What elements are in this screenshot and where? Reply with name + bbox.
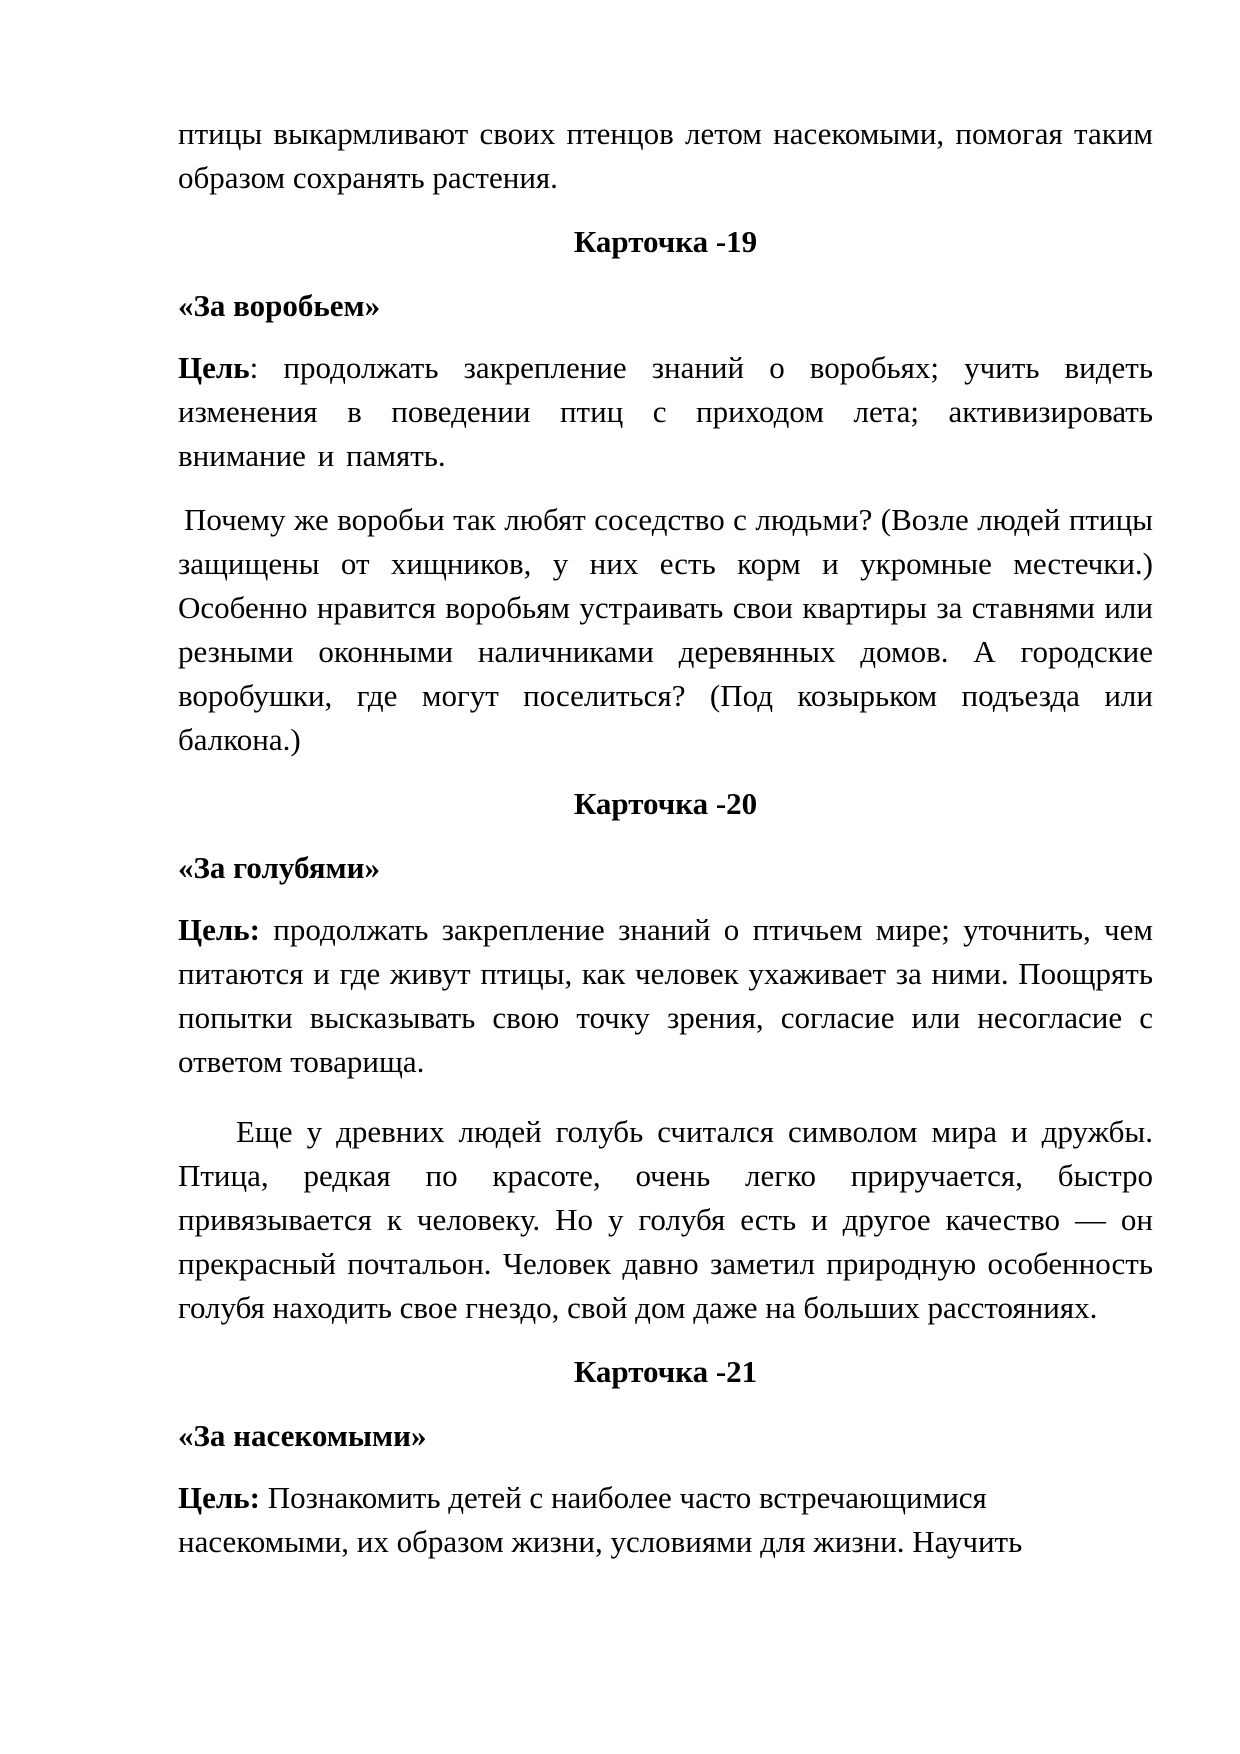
card-21-goal: [178, 1476, 1078, 1564]
card-21-heading: Карточка -21: [573, 1354, 758, 1389]
card-20-goal-text: продолжать закрепление знаний о птичьем мире; уточнить, чем питаются и где живут птицы, как человек ухаживает за ними. Поощрять попытки высказывать свою точку зрения, согласие или несогласие с ответом товарища.: [178, 912, 1153, 1079]
card-19-goal-separator: :: [249, 350, 259, 385]
card-19-body: Почему же воробьи так любят соседство с людьми? (Возле людей птицы защищены от хищников, у них есть корм и укромные местечки.) Особенно нравится воробьям устраивать свои квартиры за ставнями или резными оконными наличниками деревянных домов. А городские воробушки, где могут поселиться? (Под козырьком подъезда или балкона.): [178, 502, 1153, 757]
card-21-goal-text: Познакомить детей с наиболее часто встречающимися насекомыми, их образом жизни, условиями для жизни. Научить: [178, 1480, 1023, 1559]
card-20-goal: [178, 908, 1153, 1084]
card-19-goal: [178, 346, 1153, 478]
card-19-subtitle: «За воробьем»: [178, 288, 381, 323]
card-20-heading: Карточка -20: [573, 786, 758, 821]
card-20-subtitle: «За голубями»: [178, 850, 380, 885]
card-21-subtitle: «За насекомыми»: [178, 1418, 427, 1453]
card-20-body: Еще у древних людей голубь считался символом мира и дружбы. Птица, редкая по красоте, очень легко приручается, быстро привязывается к человеку. Но у голубя есть и другое качество — он прекрасный почтальон. Человек давно заметил природную особенность голубя находить свое гнездо, свой дом даже на больших расстояниях.: [178, 1114, 1153, 1325]
card-19-goal-text: продолжать закрепление знаний о воробьях; учить видеть изменения в поведении птиц с приходом лета; активизировать внимание и память.: [178, 350, 1153, 473]
card-21-goal-label: Цель:: [178, 1480, 260, 1515]
card-19-goal-label: Цель: [178, 350, 250, 385]
card-20-goal-label: Цель:: [178, 912, 260, 947]
card-19-heading: Карточка -19: [573, 224, 758, 259]
document-page: [178, 112, 1153, 1584]
intro-paragraph: птицы выкармливают своих птенцов летом насекомыми, помогая таким образом сохранять растения.: [178, 116, 1153, 195]
